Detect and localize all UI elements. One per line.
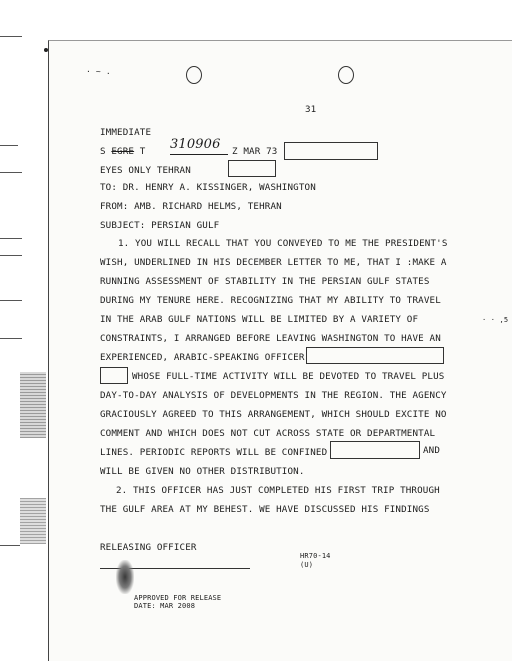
- scan-noise: [20, 498, 46, 544]
- release-stamp-code: HR70-14: [300, 552, 331, 560]
- scan-noise: [20, 372, 46, 438]
- subject-line: SUBJECT: PERSIAN GULF: [100, 220, 220, 231]
- body-line: 2. THIS OFFICER HAS JUST COMPLETED HIS FIRST TRIP THROUGH: [116, 485, 440, 496]
- releasing-officer-label: RELEASING OFFICER: [100, 542, 197, 553]
- classification-line: [100, 146, 145, 157]
- classification-suffix: T: [139, 146, 146, 157]
- body-line: RUNNING ASSESSMENT OF STABILITY IN THE PERSIAN GULF STATES: [100, 276, 430, 287]
- classification-prefix: S: [100, 146, 106, 157]
- redaction-box: [284, 142, 378, 160]
- body-line: COMMENT AND WHICH DOES NOT CUT ACROSS STATE OR DEPARTMENTAL: [100, 428, 436, 439]
- date-suffix: Z MAR 73: [232, 146, 278, 157]
- margin-tick: [0, 545, 20, 546]
- ink-smudge: [116, 560, 134, 594]
- margin-tick: [0, 238, 22, 239]
- body-line: EXPERIENCED, ARABIC-SPEAKING OFFICER: [100, 352, 305, 363]
- redaction-box: [228, 160, 276, 177]
- body-line: LINES. PERIODIC REPORTS WILL BE CONFINED: [100, 447, 328, 458]
- margin-tick: [0, 300, 22, 301]
- page-marker: 31: [305, 104, 317, 115]
- body-line: CONSTRAINTS, I ARRANGED BEFORE LEAVING WASHINGTON TO HAVE AN: [100, 333, 441, 344]
- punch-hole: [186, 66, 202, 84]
- body-line: WHOSE FULL-TIME ACTIVITY WILL BE DEVOTED TO TRAVEL PLUS: [132, 371, 445, 382]
- approved-release-line: APPROVED FOR RELEASE: [134, 594, 222, 602]
- handwritten-dtg: 310906: [170, 137, 221, 152]
- body-line: WISH, UNDERLINED IN HIS DECEMBER LETTER TO ME, THAT I :MAKE A: [100, 257, 447, 268]
- margin-tick: [0, 36, 22, 37]
- body-line: WILL BE GIVEN NO OTHER DISTRIBUTION.: [100, 466, 305, 477]
- approved-date-line: DATE: MAR 2008: [134, 602, 196, 610]
- body-line: IN THE ARAB GULF NATIONS WILL BE LIMITED BY A VARIETY OF: [100, 314, 419, 325]
- precedence-label: IMMEDIATE: [100, 127, 152, 138]
- margin-tick: [0, 338, 22, 339]
- body-line: DAY-TO-DAY ANALYSIS OF DEVELOPMENTS IN THE REGION. THE AGENCY: [100, 390, 447, 401]
- from-line: FROM: AMB. RICHARD HELMS, TEHRAN: [100, 201, 282, 212]
- stray-mark: · ~ .: [86, 67, 111, 76]
- margin-tick: [0, 145, 18, 146]
- body-line: DURING MY TENURE HERE. RECOGNIZING THAT MY ABILITY TO TRAVEL: [100, 295, 441, 306]
- margin-tick: [0, 255, 22, 256]
- body-line: 1. YOU WILL RECALL THAT YOU CONVEYED TO ME THE PRESIDENT'S: [118, 238, 448, 249]
- body-line-end: AND: [423, 445, 441, 456]
- margin-tick: [0, 172, 22, 173]
- redaction-box: [330, 441, 420, 459]
- redaction-box: [100, 367, 128, 384]
- to-line: TO: DR. HENRY A. KISSINGER, WASHINGTON: [100, 182, 316, 193]
- dtg-underline: [170, 154, 228, 155]
- punch-hole: [338, 66, 354, 84]
- redaction-box: [306, 347, 444, 364]
- body-line: GRACIOUSLY AGREED TO THIS ARRANGEMENT, WHICH SHOULD EXCITE NO: [100, 409, 447, 420]
- release-stamp-class: (U): [300, 561, 314, 569]
- classification-struck: EGRE: [111, 146, 135, 157]
- eyes-only-line: EYES ONLY TEHRAN: [100, 165, 191, 176]
- body-line: THE GULF AREA AT MY BEHEST. WE HAVE DISCUSSED HIS FINDINGS: [100, 504, 430, 515]
- stray-mark: · · ,5: [482, 316, 509, 324]
